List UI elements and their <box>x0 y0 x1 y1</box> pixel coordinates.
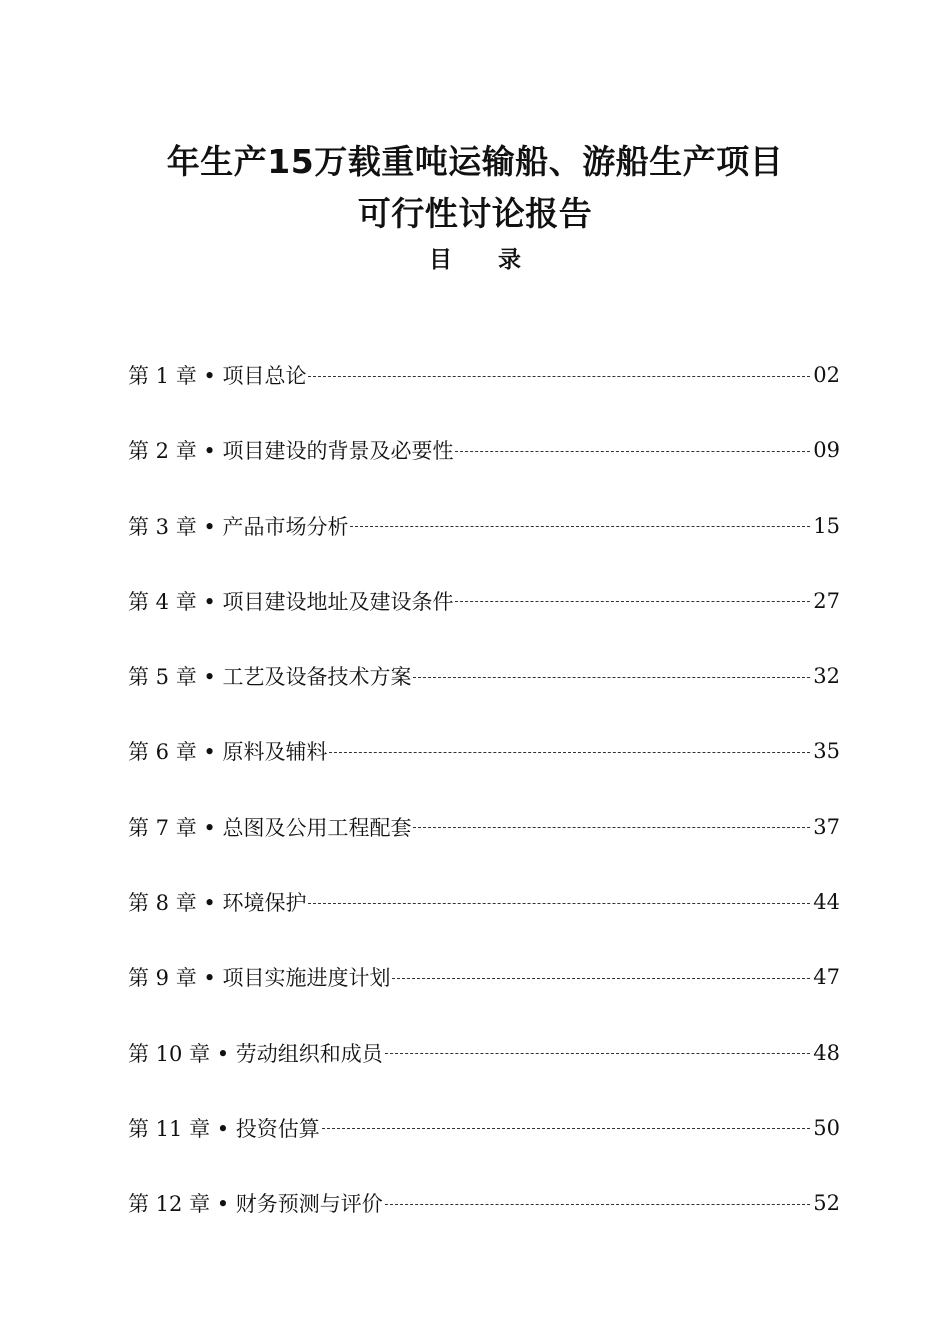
toc-entry-page: 09 <box>813 438 840 463</box>
toc-entry-label: 第 6 章 • 原料及辅料 <box>128 740 328 765</box>
toc-entry-label: 第 3 章 • 产品市场分析 <box>128 514 349 539</box>
toc-entry-page: 52 <box>813 1191 840 1216</box>
toc-entry-chapter-1[interactable] <box>128 355 840 395</box>
toc-entry-page: 27 <box>813 588 840 613</box>
toc-entry-chapter-11[interactable] <box>128 1108 840 1148</box>
toc-entry-label: 第 11 章 • 投资估算 <box>128 1116 320 1141</box>
toc-entry-chapter-6[interactable] <box>128 731 840 771</box>
toc-entry-page: 37 <box>813 814 840 839</box>
toc-entry-chapter-12[interactable] <box>128 1183 840 1223</box>
toc-entry-chapter-10[interactable] <box>128 1033 840 1073</box>
document-title-line-2: 可行性讨论报告 <box>357 194 593 233</box>
toc-entry-label: 第 7 章 • 总图及公用工程配套 <box>128 815 412 840</box>
toc-entry-page: 32 <box>813 664 840 689</box>
toc-entry-chapter-8[interactable] <box>128 882 840 922</box>
toc-entry-page: 15 <box>813 513 840 538</box>
toc-entry-page: 50 <box>813 1115 840 1140</box>
toc-entry-label: 第 10 章 • 劳动组织和成员 <box>128 1041 383 1066</box>
toc-entry-label: 第 2 章 • 项目建设的背景及必要性 <box>128 439 454 464</box>
toc-entry-label: 第 12 章 • 财务预测与评价 <box>128 1192 383 1217</box>
toc-entry-page: 47 <box>813 965 840 990</box>
toc-entry-label: 第 1 章 • 项目总论 <box>128 364 307 388</box>
toc-dash-leader <box>392 978 810 979</box>
toc-dash-leader <box>385 1204 810 1205</box>
toc-entry-page: 35 <box>813 739 840 764</box>
toc-entry-page: 48 <box>813 1040 840 1065</box>
toc-entry-chapter-3[interactable] <box>128 506 840 546</box>
toc-heading: 目录 <box>429 247 567 273</box>
toc-entry-page: 02 <box>813 363 840 387</box>
table-of-contents <box>128 355 840 1259</box>
toc-dash-leader <box>350 526 810 527</box>
toc-dash-leader <box>385 1053 810 1054</box>
toc-entry-chapter-5[interactable] <box>128 656 840 696</box>
toc-dash-leader <box>308 376 810 377</box>
toc-entry-label: 第 5 章 • 工艺及设备技术方案 <box>128 665 412 690</box>
toc-dash-leader <box>413 677 810 678</box>
toc-entry-label: 第 8 章 • 环境保护 <box>128 891 307 916</box>
toc-dash-leader <box>455 451 810 452</box>
toc-dash-leader <box>455 601 810 602</box>
toc-entry-chapter-9[interactable] <box>128 957 840 997</box>
toc-entry-chapter-4[interactable] <box>128 581 840 621</box>
toc-dash-leader <box>413 827 810 828</box>
toc-dash-leader <box>329 752 810 753</box>
toc-entry-label: 第 4 章 • 项目建设地址及建设条件 <box>128 589 454 614</box>
toc-dash-leader <box>322 1128 810 1129</box>
toc-entry-chapter-2[interactable] <box>128 430 840 470</box>
toc-dash-leader <box>308 903 810 904</box>
toc-entry-chapter-7[interactable] <box>128 807 840 847</box>
document-title-line-1: 年生产15万载重吨运输船、游船生产项目 <box>166 142 784 181</box>
toc-entry-label: 第 9 章 • 项目实施进度计划 <box>128 966 391 991</box>
toc-entry-page: 44 <box>813 890 840 915</box>
